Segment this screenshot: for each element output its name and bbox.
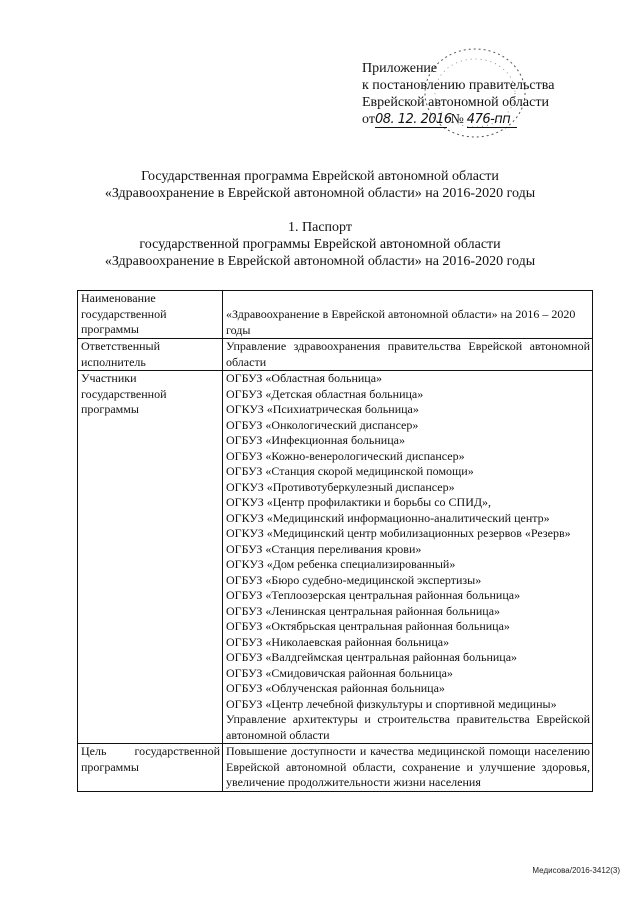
document-title-line-1: Государственная программа Еврейской автономной области (141, 169, 499, 184)
row-value: Повышение доступности и качества медицинской помощи населению Еврейской автономной области, сохранение и улучшение здоровья, увеличение продолжительности жизни населения (223, 744, 593, 792)
section-heading-line-3: «Здравоохранение в Еврейской автономной области» на 2016-2020 годы (104, 254, 536, 269)
list-item: ОГБУЗ «Смидовичская районная больница» (226, 665, 453, 680)
list-item: ОГБУЗ «Бюро судебно-медицинской экспертизы» (226, 572, 482, 587)
list-item: ОГБУЗ «Областная больница» (226, 371, 383, 385)
document-title (0, 168, 640, 202)
list-item: ОГКУЗ «Дом ребенка специализированный» (226, 557, 456, 571)
list-item: ОГБУЗ «Теплоозерская центральная районная больница» (226, 588, 521, 602)
list-item: ОГБУЗ «Онкологический диспансер» (226, 417, 419, 432)
list-item: ОГКУЗ «Медицинский центр мобилизационных резервов «Резерв» (226, 526, 571, 540)
list-item: ОГБУЗ «Кожно-венерологический диспансер» (226, 448, 465, 463)
appendix-line-region: Еврейской автономной области (362, 95, 549, 110)
section-heading-line-2: государственной программы Еврейской автономной области (139, 237, 501, 252)
list-item: ОГБУЗ «Октябрьская центральная районная больница» (226, 619, 510, 633)
table-row (78, 744, 593, 792)
handwritten-date: 08. 12. 2016 (374, 112, 452, 127)
row-label: Ответственный исполнитель (78, 339, 223, 371)
list-item: ОГБУЗ «Станция переливания крови» (226, 541, 422, 556)
list-item: ОГКУЗ «Центр профилактики и борьбы со СПИД», (226, 495, 492, 509)
list-item: ОГБУЗ «Станция скорой медицинской помощи» (226, 464, 474, 478)
row-label: Наименование государственной программы (78, 291, 223, 339)
list-item: ОГБУЗ «Ленинская центральная районная больница» (226, 603, 501, 618)
list-item: ОГКУЗ «Противотуберкулезный диспансер» (226, 479, 455, 494)
section-heading (0, 219, 640, 270)
list-item: ОГБУЗ «Облученская районная больница» (226, 681, 445, 695)
list-item: ОГКУЗ «Медицинский информационно-аналитический центр» (226, 510, 550, 525)
participants-list (223, 371, 593, 744)
list-item: ОГБУЗ «Валдгеймская центральная районная больница» (226, 650, 518, 664)
footer-code: Медисова/2016-3412(3) (532, 866, 620, 875)
document-title-line-2: «Здравоохранение в Еврейской автономной области» на 2016-2020 годы (104, 186, 536, 201)
list-item: ОГБУЗ «Детская областная больница» (226, 386, 424, 401)
appendix-block (362, 60, 554, 128)
table-row (78, 339, 593, 371)
row-label: Цель государственной программы (78, 744, 223, 792)
row-value: Управление здравоохранения правительства Еврейской автономной области (223, 339, 593, 371)
handwritten-number: 476-пп (467, 112, 517, 128)
list-item: ОГКУЗ «Психиатрическая больница» (226, 402, 419, 416)
section-number: 1. Паспорт (288, 220, 352, 235)
list-item: ОГБУЗ «Центр лечебной физкультуры и спортивной медицины» (226, 696, 557, 711)
number-prefix: № (450, 112, 464, 127)
row-value: «Здравоохранение в Еврейской автономной области» на 2016 – 2020 годы (223, 291, 593, 339)
row-label: Участники государственной программы (78, 371, 223, 744)
table-row (78, 371, 593, 744)
passport-table (77, 290, 593, 792)
list-item: Управление архитектуры и строительства правительства Еврейской автономной области (226, 712, 590, 742)
date-prefix: от (362, 112, 375, 127)
appendix-date-line (362, 111, 554, 128)
table-row (78, 291, 593, 339)
appendix-title: Приложение (362, 61, 438, 76)
list-item: ОГБУЗ «Николаевская районная больница» (226, 634, 450, 649)
appendix-line-resolution: к постановлению правительства (362, 78, 555, 93)
list-item: ОГБУЗ «Инфекционная больница» (226, 433, 405, 447)
